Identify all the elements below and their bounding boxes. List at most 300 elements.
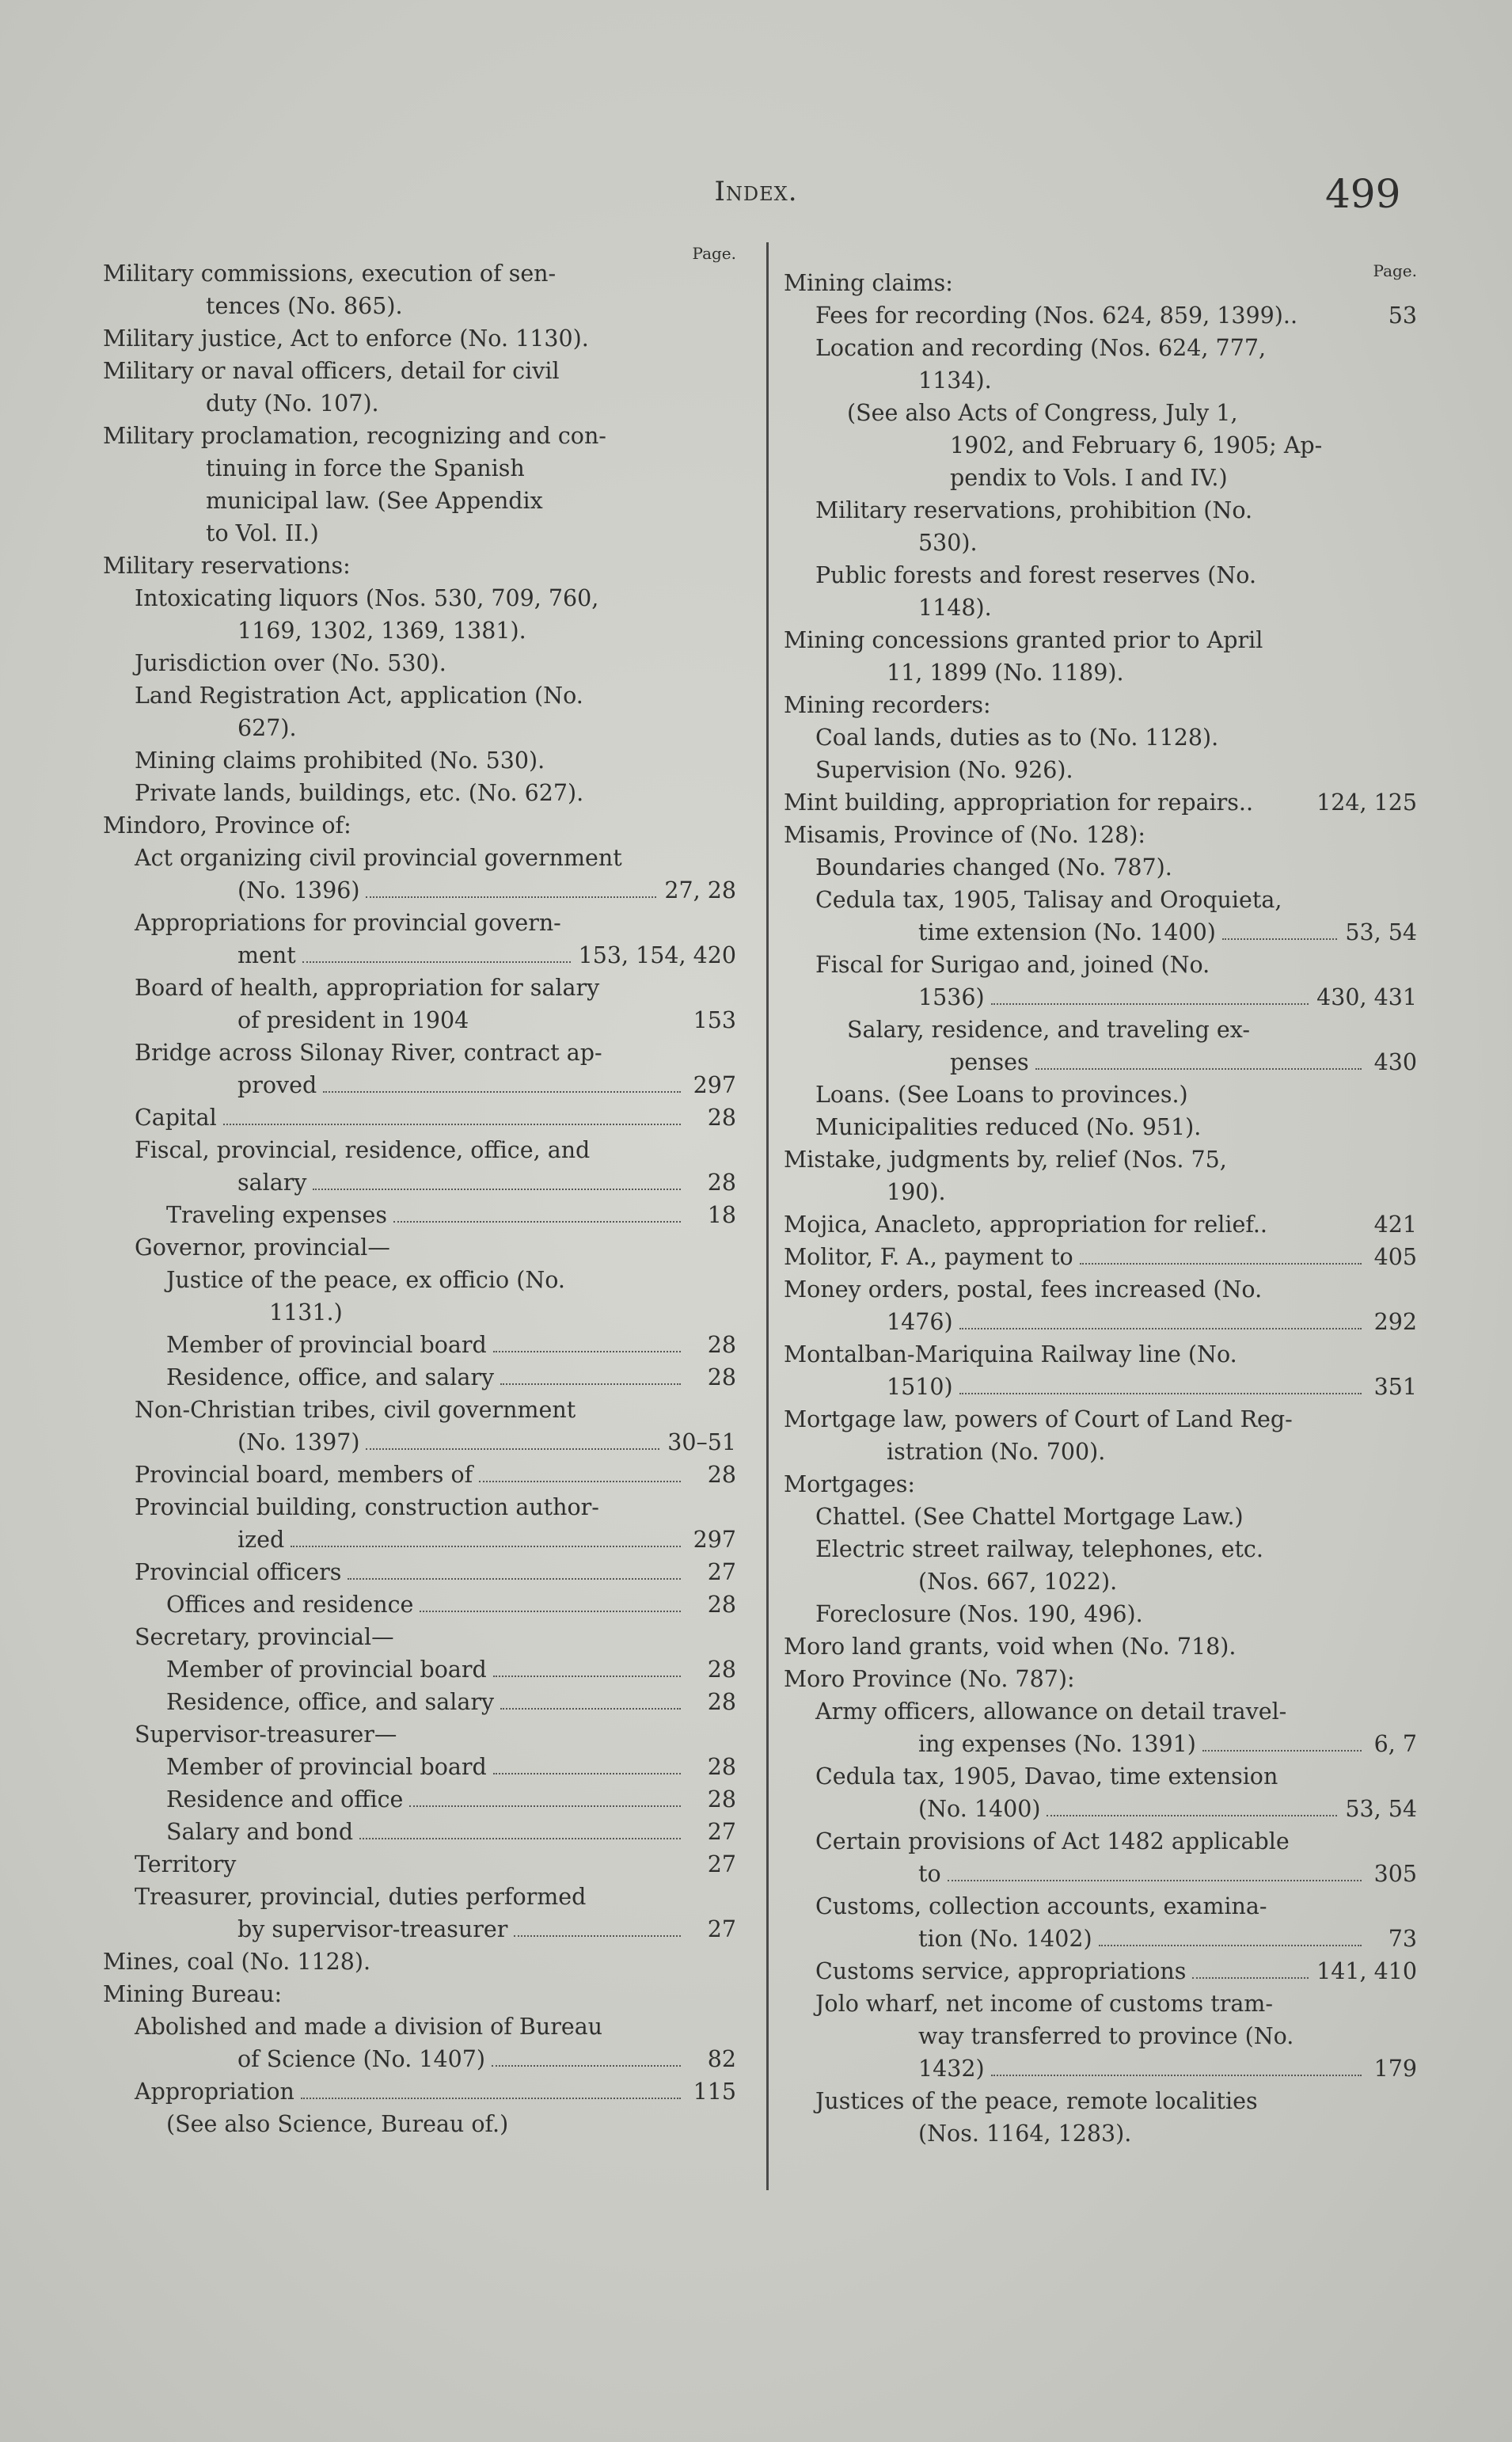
entry-text: Fees for recording (Nos. 624, 859, 1399)..	[815, 302, 1298, 329]
index-line	[103, 679, 736, 712]
entry-text: ing expenses (No. 1391)	[918, 1731, 1196, 1757]
index-line	[784, 559, 1417, 591]
entry-text: duty (No. 107).	[206, 390, 379, 417]
index-line	[784, 721, 1417, 754]
entry-text: Appropriation	[135, 2079, 294, 2105]
index-line	[784, 1176, 1417, 1208]
index-line	[784, 1695, 1417, 1728]
index-line	[784, 1436, 1417, 1468]
entry-text: Bridge across Silonay River, contract ap-	[135, 1040, 602, 1066]
leader-dots	[302, 961, 571, 963]
index-line	[784, 1273, 1417, 1306]
entry-text: Jurisdiction over (No. 530).	[135, 650, 446, 676]
page-reference: 430, 431	[1316, 984, 1417, 1010]
index-line	[784, 981, 1417, 1014]
entry-text: Member of provincial board	[166, 1754, 487, 1780]
page-reference: 297	[693, 1527, 736, 1553]
entry-text: 1169, 1302, 1369, 1381).	[237, 618, 526, 644]
entry-text: (No. 1396)	[237, 877, 360, 903]
page-reference: 141, 410	[1316, 1958, 1417, 1984]
index-line	[103, 2043, 736, 2075]
index-line	[103, 1231, 736, 1264]
leader-dots	[366, 1448, 659, 1450]
index-line	[784, 786, 1417, 819]
index-line	[784, 1468, 1417, 1501]
entry-text: Mines, coal (No. 1128).	[103, 1949, 371, 1975]
index-line	[784, 1078, 1417, 1111]
index-line	[103, 614, 736, 647]
index-line	[784, 1825, 1417, 1858]
entry-text: 1510)	[887, 1374, 953, 1400]
index-line	[103, 1653, 736, 1686]
index-line	[784, 1111, 1417, 1143]
leader-dots	[493, 1676, 681, 1677]
leader-dots	[409, 1805, 681, 1807]
entry-text: Appropriations for provincial govern-	[135, 910, 561, 936]
entry-text: 1134).	[918, 367, 992, 394]
entry-text: Loans. (See Loans to provinces.)	[815, 1082, 1188, 1108]
leader-dots	[514, 1935, 681, 1937]
entry-text: Municipalities reduced (No. 951).	[815, 1114, 1202, 1140]
entry-text: (See also Acts of Congress, July 1,	[847, 400, 1238, 426]
index-line	[784, 754, 1417, 786]
page-reference: 179	[1373, 2056, 1417, 2082]
right-entries	[784, 267, 1417, 2150]
index-line	[103, 1523, 736, 1556]
index-line	[784, 1923, 1417, 1955]
page-reference: 53	[1388, 302, 1417, 329]
leader-dots	[991, 1003, 1309, 1005]
entry-text: tinuing in force the Spanish	[206, 455, 525, 481]
leader-dots	[500, 1708, 681, 1710]
leader-dots	[359, 1838, 681, 1839]
page-reference: 53, 54	[1345, 1796, 1417, 1822]
entry-text: 627).	[237, 715, 297, 741]
index-line	[784, 397, 1417, 429]
entry-text: way transferred to province (No.	[918, 2023, 1294, 2049]
index-line	[784, 2117, 1417, 2150]
entry-text: Fiscal for Surigao and, joined (No.	[815, 952, 1210, 978]
index-line	[103, 2010, 736, 2043]
page-reference: 153, 154, 420	[578, 942, 736, 968]
entry-text: of president in 1904	[237, 1007, 469, 1033]
entry-text: Member of provincial board	[166, 1332, 487, 1358]
page-reference: 305	[1373, 1861, 1417, 1887]
index-line	[784, 332, 1417, 364]
index-line	[103, 1264, 736, 1296]
entry-text: (No. 1400)	[918, 1796, 1041, 1822]
leader-dots	[492, 2065, 681, 2067]
index-line	[784, 1955, 1417, 1987]
entry-text: Mining claims:	[784, 270, 953, 296]
entry-text: of Science (No. 1407)	[237, 2046, 485, 2072]
index-line	[103, 1004, 736, 1037]
left-entries	[103, 257, 736, 2140]
entry-text: time extension (No. 1400)	[918, 919, 1216, 945]
index-line	[784, 1598, 1417, 1630]
entry-text: Foreclosure (Nos. 190, 496).	[815, 1601, 1143, 1627]
leader-dots	[500, 1383, 681, 1385]
index-line	[103, 1296, 736, 1329]
index-line	[103, 1881, 736, 1913]
entry-text: Salary, residence, and traveling ex-	[847, 1017, 1250, 1043]
index-line	[784, 527, 1417, 559]
entry-text: Justice of the peace, ex officio (No.	[166, 1267, 565, 1293]
leader-dots	[420, 1611, 681, 1612]
index-line	[103, 1166, 736, 1199]
index-line	[784, 1143, 1417, 1176]
index-line	[784, 851, 1417, 884]
index-line	[784, 1014, 1417, 1046]
entry-text: 1131.)	[269, 1299, 343, 1326]
entry-text: tences (No. 865).	[206, 293, 403, 319]
entry-text: Mojica, Anacleto, appropriation for relief..	[784, 1211, 1267, 1238]
entry-text: Mining Bureau:	[103, 1981, 283, 2007]
entry-text: 1148).	[918, 595, 992, 621]
entry-text: Public forests and forest reserves (No.	[815, 562, 1257, 588]
index-line	[784, 2020, 1417, 2052]
index-line	[784, 819, 1417, 851]
entry-text: Moro Province (No. 787):	[784, 1666, 1075, 1692]
entry-text: Chattel. (See Chattel Mortgage Law.)	[815, 1504, 1244, 1530]
index-line	[784, 689, 1417, 721]
index-line	[784, 364, 1417, 397]
page-reference: 292	[1373, 1309, 1417, 1335]
index-line	[103, 712, 736, 744]
index-line	[103, 809, 736, 842]
index-line	[784, 462, 1417, 494]
entry-text: Governor, provincial—	[135, 1234, 390, 1261]
page-reference: 27	[707, 1851, 736, 1877]
index-line	[784, 1890, 1417, 1923]
entry-text: ized	[237, 1527, 285, 1553]
entry-text: Mint building, appropriation for repairs..	[784, 789, 1254, 816]
page-reference: 153	[693, 1007, 736, 1033]
entry-text: Fiscal, provincial, residence, office, and	[135, 1137, 591, 1163]
index-line	[784, 2052, 1417, 2085]
leader-dots	[393, 1221, 681, 1223]
index-line	[784, 1728, 1417, 1760]
index-line	[103, 1199, 736, 1231]
entry-text: (See also Science, Bureau of.)	[166, 2111, 509, 2137]
index-line	[784, 494, 1417, 527]
leader-dots	[1080, 1263, 1362, 1265]
index-line	[103, 1848, 736, 1881]
entry-text: penses	[950, 1049, 1029, 1075]
page-column-label: Page.	[1373, 261, 1417, 280]
entry-text: Military proclamation, recognizing and con-	[103, 423, 606, 449]
entry-text: proved	[237, 1072, 317, 1098]
entry-text: 1476)	[887, 1309, 953, 1335]
entry-text: Residence and office	[166, 1786, 404, 1812]
entry-text: Customs, collection accounts, examina-	[815, 1893, 1267, 1919]
entry-text: 11, 1899 (No. 1189).	[887, 660, 1124, 686]
index-line	[103, 387, 736, 420]
leader-dots	[313, 1189, 681, 1190]
index-line	[103, 1556, 736, 1588]
entry-text: Cedula tax, 1905, Davao, time extension	[815, 1763, 1278, 1790]
entry-text: Private lands, buildings, etc. (No. 627).	[135, 780, 584, 806]
leader-dots	[479, 1481, 681, 1482]
page-reference: 27	[707, 1916, 736, 1942]
entry-text: 1536)	[918, 984, 985, 1010]
leader-dots	[223, 1124, 681, 1125]
entry-text: Provincial board, members of	[135, 1462, 473, 1488]
page-reference: 297	[693, 1072, 736, 1098]
page-reference: 405	[1373, 1244, 1417, 1270]
index-line	[784, 1241, 1417, 1273]
index-line	[103, 1394, 736, 1426]
page-reference: 28	[707, 1105, 736, 1131]
index-line	[784, 299, 1417, 332]
index-line	[103, 1037, 736, 1069]
index-line	[784, 1306, 1417, 1338]
entry-text: Salary and bond	[166, 1819, 354, 1845]
index-line	[784, 1565, 1417, 1598]
index-line	[784, 884, 1417, 916]
leader-dots	[1035, 1068, 1362, 1070]
index-line	[103, 1751, 736, 1783]
index-line	[103, 1134, 736, 1166]
entry-text: Money orders, postal, fees increased (No.	[784, 1276, 1263, 1303]
leader-dots	[366, 896, 656, 898]
leader-dots	[959, 1328, 1362, 1329]
page-reference: 18	[707, 1202, 736, 1228]
page-reference: 27	[707, 1819, 736, 1845]
entry-text: Justices of the peace, remote localities	[815, 2088, 1258, 2114]
leader-dots	[959, 1393, 1362, 1394]
page-reference: 28	[707, 1170, 736, 1196]
index-line	[103, 939, 736, 972]
index-line	[103, 355, 736, 387]
entry-text: Moro land grants, void when (No. 718).	[784, 1634, 1237, 1660]
index-line	[103, 907, 736, 939]
entry-text: Misamis, Province of (No. 128):	[784, 822, 1145, 848]
index-line	[784, 1403, 1417, 1436]
entry-text: Non-Christian tribes, civil government	[135, 1397, 576, 1423]
entry-text: Montalban-Mariquina Railway line (No.	[784, 1341, 1237, 1367]
entry-text: Offices and residence	[166, 1592, 414, 1618]
index-line	[103, 582, 736, 614]
index-line	[103, 1686, 736, 1718]
entry-text: Military reservations, prohibition (No.	[815, 497, 1253, 523]
index-line	[784, 916, 1417, 949]
entry-text: municipal law. (See Appendix	[206, 488, 543, 514]
entry-text: Coal lands, duties as to (No. 1128).	[815, 725, 1219, 751]
index-line	[103, 1588, 736, 1621]
index-line	[103, 1491, 736, 1523]
entry-text: Mining claims prohibited (No. 530).	[135, 747, 545, 774]
entry-text: Mining recorders:	[784, 692, 991, 718]
entry-text: 530).	[918, 530, 978, 556]
index-line	[103, 874, 736, 907]
entry-text: to Vol. II.)	[206, 520, 319, 546]
entry-text: to	[918, 1861, 941, 1887]
entry-text: (Nos. 1164, 1283).	[918, 2121, 1132, 2147]
index-line	[103, 1426, 736, 1459]
entry-text: Military justice, Act to enforce (No. 1130).	[103, 325, 589, 352]
entry-text: Customs service, appropriations	[815, 1958, 1187, 1984]
page-reference: 421	[1373, 1211, 1417, 1238]
entry-text: Secretary, provincial—	[135, 1624, 394, 1650]
running-head: Index.	[714, 176, 798, 207]
entry-text: Territory	[135, 1851, 237, 1877]
entry-text: 1902, and February 6, 1905; Ap-	[950, 432, 1323, 458]
index-line	[784, 1663, 1417, 1695]
index-line	[103, 1459, 736, 1491]
entry-text: (Nos. 667, 1022).	[918, 1569, 1118, 1595]
index-line	[103, 452, 736, 485]
entry-text: Residence, office, and salary	[166, 1364, 495, 1390]
index-line	[784, 1338, 1417, 1371]
entry-text: Provincial officers	[135, 1559, 342, 1585]
leader-dots	[1099, 1945, 1362, 1946]
leader-dots	[948, 1880, 1362, 1881]
index-line	[103, 777, 736, 809]
leader-dots	[493, 1773, 681, 1774]
index-line	[784, 1987, 1417, 2020]
page-reference: 115	[693, 2079, 736, 2105]
page-reference: 53, 54	[1345, 919, 1417, 945]
index-line	[103, 842, 736, 874]
entry-text: Abolished and made a division of Bureau	[135, 2014, 603, 2040]
entry-text: Treasurer, provincial, duties performed	[135, 1884, 587, 1910]
left-column	[103, 238, 736, 2140]
entry-text: Army officers, allowance on detail travel-	[815, 1698, 1287, 1725]
index-line	[784, 1858, 1417, 1890]
entry-text: salary	[237, 1170, 307, 1196]
index-line	[103, 2075, 736, 2108]
index-line	[103, 550, 736, 582]
entry-text: Location and recording (Nos. 624, 777,	[815, 335, 1267, 361]
index-line	[784, 1208, 1417, 1241]
entry-text: Certain provisions of Act 1482 applicable	[815, 1828, 1290, 1854]
entry-text: Mortgages:	[784, 1471, 915, 1497]
leader-dots	[291, 1546, 681, 1547]
page-reference: 28	[707, 1657, 736, 1683]
index-line	[103, 1361, 736, 1394]
leader-dots	[323, 1091, 681, 1093]
index-line	[784, 1533, 1417, 1565]
entry-text: Jolo wharf, net income of customs tram-	[815, 1991, 1273, 2017]
entry-text: (No. 1397)	[237, 1429, 360, 1455]
index-line	[784, 1371, 1417, 1403]
index-line	[103, 2108, 736, 2140]
entry-text: Land Registration Act, application (No.	[135, 683, 583, 709]
entry-text: Military or naval officers, detail for civil	[103, 358, 560, 384]
index-line	[103, 744, 736, 777]
index-line	[103, 1069, 736, 1101]
entry-text: Electric street railway, telephones, etc.	[815, 1536, 1263, 1562]
page-reference: 430	[1373, 1049, 1417, 1075]
index-line	[784, 949, 1417, 981]
leader-dots	[991, 2075, 1362, 2076]
index-line	[784, 656, 1417, 689]
index-line	[103, 647, 736, 679]
entry-text: tion (No. 1402)	[918, 1926, 1092, 1952]
entry-text: Supervision (No. 926).	[815, 757, 1073, 783]
index-line	[784, 1793, 1417, 1825]
entry-text: 1432)	[918, 2056, 985, 2082]
page-reference: 27, 28	[664, 877, 736, 903]
entry-text: Boundaries changed (No. 787).	[815, 854, 1172, 881]
page-reference: 28	[707, 1754, 736, 1780]
index-line	[784, 1630, 1417, 1663]
entry-text: Provincial building, construction author-	[135, 1494, 599, 1520]
page-number: 499	[1325, 171, 1401, 217]
entry-text: by supervisor-treasurer	[237, 1916, 508, 1942]
entry-text: Mining concessions granted prior to April	[784, 627, 1263, 653]
index-line	[103, 1978, 736, 2010]
entry-text: 190).	[887, 1179, 946, 1205]
entry-text: Residence, office, and salary	[166, 1689, 495, 1715]
entry-text: istration (No. 700).	[887, 1439, 1106, 1465]
entry-text: Mistake, judgments by, relief (Nos. 75,	[784, 1147, 1227, 1173]
index-line	[103, 1816, 736, 1848]
page-reference: 28	[707, 1786, 736, 1812]
index-line	[103, 485, 736, 517]
index-line	[103, 1101, 736, 1134]
page-reference: 351	[1373, 1374, 1417, 1400]
leader-dots	[493, 1351, 681, 1352]
entry-text: Board of health, appropriation for salary	[135, 975, 600, 1001]
leader-dots	[1202, 1750, 1362, 1752]
entry-text: Intoxicating liquors (Nos. 530, 709, 760,	[135, 585, 599, 611]
index-line	[103, 420, 736, 452]
page-reference: 30–51	[667, 1429, 736, 1455]
leader-dots	[348, 1578, 681, 1580]
index-line	[784, 624, 1417, 656]
entry-text: pendix to Vols. I and IV.)	[950, 465, 1228, 491]
entry-text: ment	[237, 942, 296, 968]
entry-text: Supervisor-treasurer—	[135, 1721, 397, 1748]
index-line	[784, 591, 1417, 624]
entry-text: Molitor, F. A., payment to	[784, 1244, 1073, 1270]
page-reference: 6, 7	[1373, 1731, 1417, 1757]
entry-text: Act organizing civil provincial government	[135, 845, 622, 871]
index-line	[103, 290, 736, 322]
entry-text: Cedula tax, 1905, Talisay and Oroquieta,	[815, 887, 1282, 913]
entry-text: Member of provincial board	[166, 1657, 487, 1683]
index-line	[103, 1621, 736, 1653]
index-line	[103, 1946, 736, 1978]
index-line	[784, 1760, 1417, 1793]
index-line	[784, 1501, 1417, 1533]
entry-text: Mindoro, Province of:	[103, 812, 351, 839]
page-reference: 82	[707, 2046, 736, 2072]
entry-text: Mortgage law, powers of Court of Land Reg-	[784, 1406, 1293, 1432]
leader-dots	[301, 2098, 681, 2099]
index-line	[103, 1718, 736, 1751]
page-reference: 28	[707, 1462, 736, 1488]
page-reference: 28	[707, 1364, 736, 1390]
entry-text: Military reservations:	[103, 553, 351, 579]
page-reference: 28	[707, 1592, 736, 1618]
page-reference: 124, 125	[1316, 789, 1417, 816]
page-reference: 27	[707, 1559, 736, 1585]
index-line	[103, 322, 736, 355]
index-line	[103, 1783, 736, 1816]
right-column	[784, 238, 1417, 2150]
entry-text: Capital	[135, 1105, 217, 1131]
index-line	[103, 1329, 736, 1361]
index-line	[103, 517, 736, 550]
index-line	[784, 2085, 1417, 2117]
index-line	[784, 429, 1417, 462]
index-line	[103, 972, 736, 1004]
entry-text: Military commissions, execution of sen-	[103, 261, 557, 287]
page-reference: 73	[1388, 1926, 1417, 1952]
